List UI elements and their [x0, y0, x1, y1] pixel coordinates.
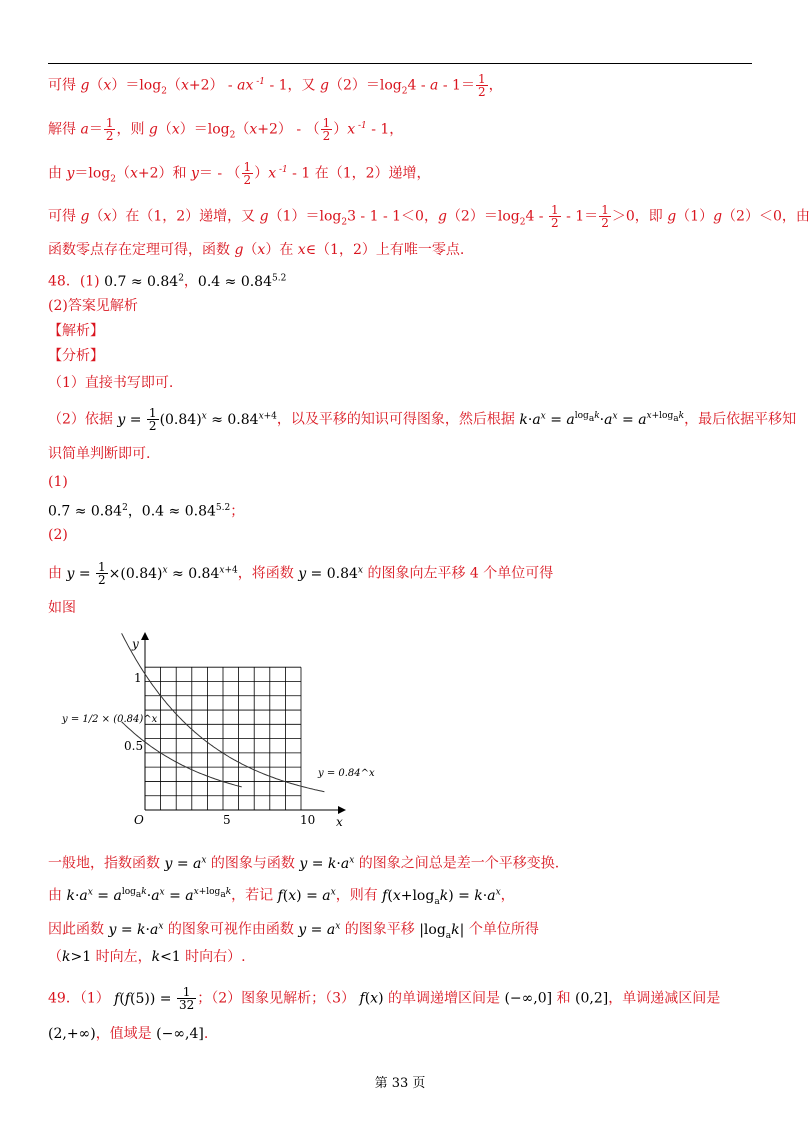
function-graph [60, 630, 375, 830]
jiexi-heading: 【解析】 [48, 323, 104, 339]
answer-2: (2)答案见解析 [48, 298, 138, 314]
tick-y-1: 1 [134, 671, 142, 685]
page-number: 第 33 页 [374, 1076, 426, 1091]
grid [145, 667, 301, 810]
part-2-value: 由 y = $\frac{1}{2}$ $\times(0.84)^x \approx 0.84^{x+4}$，将函数 $y = 0.84^x$ 的图象向左平移 4 个单位可得 [48, 560, 554, 588]
fenxi-heading: 【分析】 [48, 348, 104, 364]
step-2b: 识简单判断即可. [48, 446, 151, 462]
q48: 48．(1) $0.7 \approx 0.84^2$，$0.4 \approx 0.84^{5.2}$ [48, 273, 287, 290]
step-1: （1）直接书写即可. [48, 375, 174, 391]
general-4: （k>1 时向左，k<1 时向右）. [48, 949, 246, 965]
general-2: 由 $k\cdot a^x = a^{log_ak}\cdot a^x = a^{x+log_ak}$，若记 $f(x) = a^x$，则有 $f(x+\log_ak) = k\cdot a^x$， [48, 887, 515, 907]
line-2: 解得 a＝ $\frac{1}{2}$ ，则 $g(x)=\log_2(x+2)$ - （ $\frac{1}{2}$ ）x $^{-1}$ - 1， [48, 116, 404, 144]
step-2a: （2）依据 y = $\frac{1}{2}$ $(0.84)^x \approx 0.84^{x+4}$，以及平移的知识可得图象，然后根据 $k\cdot a^x = a^{log_ak}\cdot a^x = a^{x+log_ak}$，最后依据平移知 [48, 406, 797, 434]
general-3: 因此函数 $y = k\cdot a^x$ 的图象可视作由函数 $y = a^x$ 的图象平移 $|\log_ak|$ 个单位所得 [48, 921, 539, 941]
q49-line-1: 49．（1） f(f(5)) = $\frac{1}{32}$ ；（2）图象见解析；（3） f(x) 的单调递增区间是 (−∞,0] 和 (0,2]，单调递减区间是 [48, 985, 721, 1012]
part-1-value: $0.7 \approx 0.84^2$，$0.4 \approx 0.84^{5.2}$； [48, 503, 245, 520]
line-4: 可得 g（x）在（1，2）递增，又 $g(1)=\log_23 - 1 - 1<0$，$g(2)=\log_24$ - $\frac{1}{2}$ - 1＝ $\frac{1}{2}$ ＞0，即 g（1）g（2）＜0，由 [48, 203, 810, 230]
x-axis-label: x [336, 815, 343, 829]
q49-line-2: (2,+∞)，值域是 (−∞,4]. [48, 1026, 209, 1042]
tick-x-10: 10 [300, 813, 316, 827]
origin-label: O [134, 813, 144, 827]
rutu: 如图 [48, 600, 76, 616]
part-2-label: (2) [48, 527, 68, 543]
general-1: 一般地，指数函数 $y = a^x$ 的图象与函数 $y = k\cdot a^x$ 的图象之间总是差一个平移变换. [48, 855, 560, 872]
line-5: 函数零点存在定理可得，函数 g（x）在 x∈（1，2）上有唯一零点. [48, 242, 465, 258]
x-axis-arrow [338, 806, 346, 814]
curve-1-label: y = 1/2 × (0.84)^x [62, 714, 158, 725]
header-rule [48, 63, 752, 64]
y-axis-label: y [132, 637, 139, 651]
line-3: 由 $y=\log_2(x+2)$和 y＝ - （ $\frac{1}{2}$ ）x $^{-1}$ - 1 在（1，2）递增， [48, 160, 431, 188]
tick-y-0.5: 0.5 [124, 739, 144, 753]
line-1: 可得 $g(x)=\log_2(x+2)$ - ax $^{-1}$ - 1，又 $g(2)=\log_24 - a - 1=$ $\frac{1}{2}$ ， [48, 72, 503, 100]
curve-half-0.84-x [122, 722, 242, 787]
y-axis-arrow [141, 632, 149, 640]
curve-2-label: y = 0.84^x [318, 768, 375, 779]
part-1-label: (1) [48, 474, 68, 490]
tick-x-5: 5 [223, 813, 231, 827]
